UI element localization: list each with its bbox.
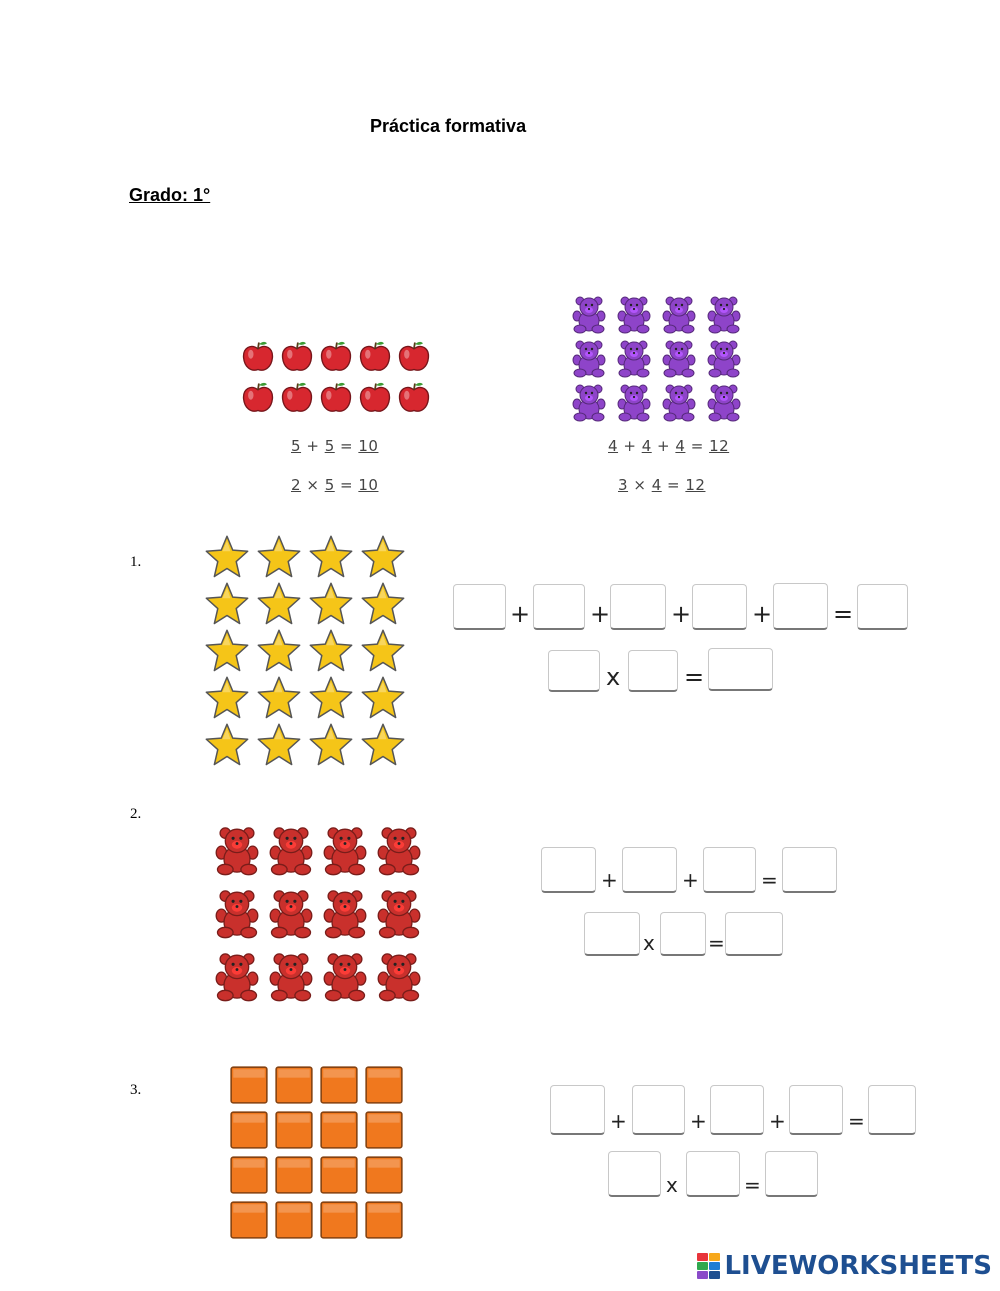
answer-box[interactable] — [533, 584, 585, 630]
apple-icon — [238, 335, 277, 376]
exercise-number: 3. — [130, 1082, 142, 1098]
answer-box[interactable] — [789, 1085, 843, 1135]
teddy-bear-icon — [656, 336, 701, 380]
square-icon — [361, 1197, 406, 1242]
apple-icon — [394, 335, 433, 376]
square-icon — [226, 1152, 271, 1197]
teddy-bear-icon — [656, 380, 701, 424]
apple-icon — [355, 376, 394, 417]
star-icon — [357, 533, 409, 580]
teddy-bear-icon — [372, 818, 426, 881]
plus-sign: + — [690, 1109, 707, 1133]
example-product-left: 2 × 5 = 10 — [291, 476, 379, 494]
star-icon — [201, 533, 253, 580]
exercise-number: 1. — [130, 554, 142, 570]
answer-box[interactable] — [692, 584, 747, 630]
teddy-bear-icon — [611, 336, 656, 380]
plus-sign: + — [682, 868, 699, 892]
exercise-1-stars-grid — [201, 533, 409, 768]
plus-sign: + — [601, 868, 618, 892]
star-icon — [253, 627, 305, 674]
answer-box[interactable] — [686, 1151, 740, 1197]
logo-tile — [709, 1253, 720, 1261]
square-icon — [226, 1197, 271, 1242]
star-icon — [305, 674, 357, 721]
teddy-bear-icon — [372, 881, 426, 944]
teddy-bear-icon — [210, 881, 264, 944]
equals-sign: = — [744, 1173, 761, 1197]
logo-tile — [697, 1271, 708, 1279]
teddy-bear-icon — [566, 292, 611, 336]
star-icon — [201, 627, 253, 674]
answer-box[interactable] — [782, 847, 837, 893]
square-icon — [361, 1107, 406, 1152]
square-icon — [271, 1152, 316, 1197]
teddy-bear-icon — [318, 818, 372, 881]
logo-tile — [697, 1253, 708, 1261]
equals-sign: = — [684, 663, 705, 691]
exercise-2-bears-grid — [210, 818, 426, 1007]
star-icon — [357, 721, 409, 768]
square-icon — [271, 1197, 316, 1242]
star-icon — [305, 580, 357, 627]
equals-sign: = — [833, 600, 854, 628]
answer-box[interactable] — [608, 1151, 661, 1197]
square-icon — [316, 1197, 361, 1242]
answer-box[interactable] — [710, 1085, 764, 1135]
square-icon — [316, 1062, 361, 1107]
teddy-bear-icon — [611, 380, 656, 424]
answer-box[interactable] — [868, 1085, 916, 1135]
answer-box[interactable] — [541, 847, 596, 893]
star-icon — [305, 627, 357, 674]
answer-box[interactable] — [628, 650, 678, 692]
example-product-right: 3 × 4 = 12 — [618, 476, 706, 494]
star-icon — [305, 721, 357, 768]
plus-sign: + — [769, 1109, 786, 1133]
answer-box[interactable] — [632, 1085, 685, 1135]
square-icon — [316, 1107, 361, 1152]
logo-tile — [709, 1271, 720, 1279]
apple-icon — [316, 335, 355, 376]
apple-icon — [238, 376, 277, 417]
teddy-bear-icon — [566, 336, 611, 380]
teddy-bear-icon — [701, 380, 746, 424]
star-icon — [201, 674, 253, 721]
star-icon — [201, 580, 253, 627]
star-icon — [357, 627, 409, 674]
star-icon — [357, 580, 409, 627]
answer-box[interactable] — [703, 847, 756, 893]
logo-tile — [709, 1262, 720, 1270]
star-icon — [305, 533, 357, 580]
star-icon — [253, 580, 305, 627]
answer-box[interactable] — [453, 584, 506, 630]
answer-box[interactable] — [548, 650, 600, 692]
square-icon — [226, 1062, 271, 1107]
times-sign: x — [643, 931, 655, 955]
apple-icon — [277, 376, 316, 417]
square-icon — [316, 1152, 361, 1197]
plus-sign: + — [752, 600, 773, 628]
plus-sign: + — [610, 1109, 627, 1133]
example-sum-right: 4 + 4 + 4 = 12 — [608, 437, 730, 455]
example-sum-left: 5 + 5 = 10 — [291, 437, 379, 455]
star-icon — [357, 674, 409, 721]
star-icon — [253, 533, 305, 580]
brand-text: LIVEWORKSHEETS — [724, 1251, 992, 1281]
answer-box[interactable] — [773, 583, 828, 630]
teddy-bear-icon — [264, 944, 318, 1007]
grade-label: Grado: 1° — [129, 185, 211, 205]
logo-mark-icon — [697, 1253, 720, 1279]
liveworksheets-logo — [697, 1251, 992, 1281]
plus-sign: + — [671, 600, 692, 628]
star-icon — [201, 721, 253, 768]
answer-box[interactable] — [660, 912, 706, 956]
exercise-3-squares-grid — [226, 1062, 406, 1242]
square-icon — [361, 1062, 406, 1107]
example-bears-grid — [566, 292, 746, 424]
times-sign: x — [606, 663, 621, 691]
apple-icon — [355, 335, 394, 376]
answer-box[interactable] — [725, 912, 783, 956]
square-icon — [271, 1062, 316, 1107]
answer-box[interactable] — [857, 584, 908, 630]
plus-sign: + — [510, 600, 531, 628]
apple-icon — [394, 376, 433, 417]
teddy-bear-icon — [701, 336, 746, 380]
page-title: Práctica formativa — [370, 116, 527, 136]
apple-icon — [316, 376, 355, 417]
square-icon — [271, 1107, 316, 1152]
answer-box[interactable] — [610, 584, 666, 630]
teddy-bear-icon — [611, 292, 656, 336]
teddy-bear-icon — [264, 818, 318, 881]
logo-tile — [697, 1262, 708, 1270]
equals-sign: = — [848, 1109, 865, 1133]
exercise-number: 2. — [130, 806, 142, 822]
star-icon — [253, 674, 305, 721]
plus-sign: + — [590, 600, 611, 628]
times-sign: x — [666, 1173, 678, 1197]
teddy-bear-icon — [210, 818, 264, 881]
answer-box[interactable] — [708, 648, 773, 691]
answer-box[interactable] — [622, 847, 677, 893]
square-icon — [226, 1107, 271, 1152]
teddy-bear-icon — [372, 944, 426, 1007]
answer-box[interactable] — [584, 912, 640, 956]
teddy-bear-icon — [318, 881, 372, 944]
teddy-bear-icon — [701, 292, 746, 336]
star-icon — [253, 721, 305, 768]
apple-icon — [277, 335, 316, 376]
teddy-bear-icon — [566, 380, 611, 424]
teddy-bear-icon — [318, 944, 372, 1007]
answer-box[interactable] — [550, 1085, 605, 1135]
teddy-bear-icon — [264, 881, 318, 944]
equals-sign: = — [761, 868, 778, 892]
teddy-bear-icon — [210, 944, 264, 1007]
equals-sign: = — [708, 931, 725, 955]
square-icon — [361, 1152, 406, 1197]
teddy-bear-icon — [656, 292, 701, 336]
answer-box[interactable] — [765, 1151, 818, 1197]
example-apples-grid — [238, 335, 433, 417]
